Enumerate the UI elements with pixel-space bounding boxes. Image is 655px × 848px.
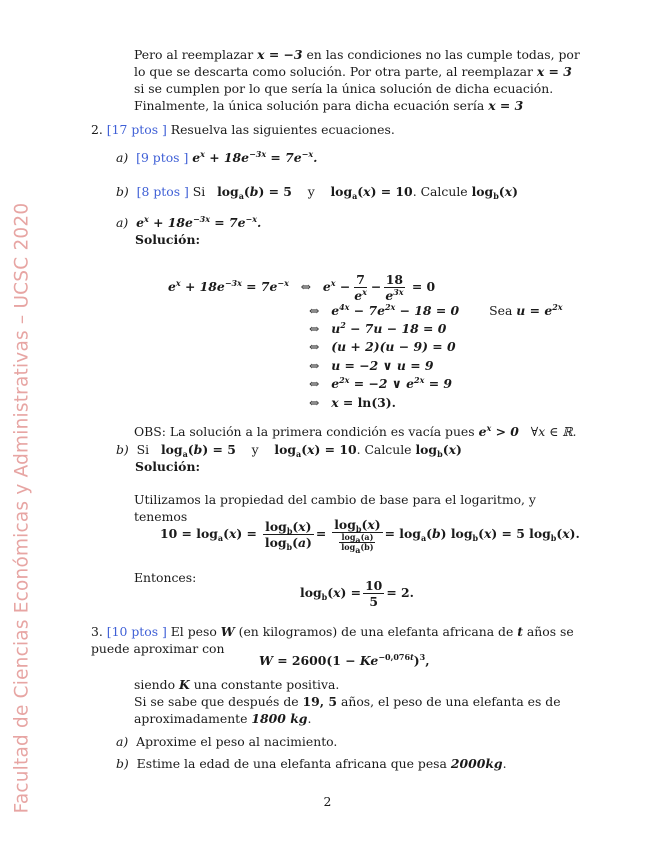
points-link[interactable]: [10 ptos ] bbox=[106, 624, 167, 639]
problem-3-statement: 3. [10 ptos ] El peso W (en kilogramos) de una elefanta africana de t años se puede aproximar con bbox=[91, 624, 574, 656]
equation-line-6: ⇔ $e^{2x} = -2$ ∨ $e^{2x} = 9$ bbox=[309, 375, 453, 391]
equation-line-3: ⇔ $u^2 - 7u - 18 = 0$ bbox=[309, 320, 447, 336]
points-link[interactable]: [17 ptos ] bbox=[106, 122, 167, 137]
weight-formula: $W = 2600(1 - Ke^{-0,076t})^3$, bbox=[259, 652, 430, 668]
sidebar-text: Facultad de Ciencias Económicas y Administrativas – UCSC 2020 bbox=[11, 202, 33, 814]
equation-line-1: $e^x + 18e^{-3x} = 7e^{-x}$ ⇔ $e^x$ − $\frac{7}{e^x}$ − $\frac{18}{e^{3x}}$ = 0 bbox=[168, 272, 436, 303]
change-of-base-text: Utilizamos la propiedad del cambio de base para el logaritmo, y tenemos bbox=[134, 492, 536, 524]
problem-2a: a) [9 ptos ] $e^x + 18e^{-3x} = 7e^{-x}$. bbox=[116, 149, 318, 165]
problem-2b: b) [8 ptos ] Si $\log_a(b) = 5$ y $\log_a(x) = 10$. Calcule $\log_b(x)$ bbox=[116, 184, 518, 201]
points-link[interactable]: [9 ptos ] bbox=[136, 150, 189, 165]
equation-line-5: ⇔ u = −2 ∨ u = 9 bbox=[309, 358, 434, 373]
sidebar-banner bbox=[6, 202, 38, 814]
problem-3b: b) Estime la edad de una elefanta africana que pesa 2000kg. bbox=[116, 756, 507, 771]
problem-3a: a) Aproxime el peso al nacimiento. bbox=[116, 734, 338, 749]
solution-2b-header: b) Si $\log_a(b) = 5$ y $\log_a(x) = 10$. Calcule $\log_b(x)$ Solución: bbox=[116, 442, 462, 474]
page-number: 2 bbox=[323, 794, 332, 809]
change-of-base-equation: $10 = \log_a(x)$ = $\frac{\log_b(x)}{\log_b(a)}$ = $\frac{\log_b(x)}{\frac{\log_a(a)}{\log_a(b)}}$ = $\log_a(b) \log_b(x) = 5$ $\log_b(x)$. bbox=[160, 517, 580, 555]
observation: OBS: La solución a la primera condición es vacía pues $e^x > 0$ ∀x ∈ ℝ. bbox=[134, 423, 577, 439]
result-equation: $\log_b(x)$ = $\frac{10}{5}$ = 2. bbox=[300, 578, 414, 609]
entonces-label: Entonces: bbox=[134, 570, 197, 585]
solution-2a-header: a) $e^x + 18e^{-3x} = 7e^{-x}$. Solución: bbox=[116, 214, 262, 247]
equation-line-2: ⇔ $e^{4x} - 7e^{2x} - 18 = 0$ Sea $u = e^{2x}$ bbox=[309, 302, 563, 318]
intro-paragraph: Pero al reemplazar x = −3 en las condiciones no las cumple todas, por lo que se descarta como solución. Por otra parte, al reemplazar x = 3 si se cumplen por lo que sería la única solución de dicha ecuación. Finalmente, la única solución para dicha ecuación sería x = 3 bbox=[134, 47, 580, 113]
equation-line-7: ⇔ x = ln(3). bbox=[309, 395, 396, 410]
problem-3-conditions: siendo K una constante positiva. Si se sabe que después de 19, 5 años, el peso de una elefanta es de aproximadamente 1800 kg. bbox=[134, 677, 561, 726]
equation-line-4: ⇔ (u + 2)(u − 9) = 0 bbox=[309, 339, 456, 354]
points-link[interactable]: [8 ptos ] bbox=[136, 184, 189, 199]
problem-2-statement: 2. [17 ptos ] Resuelva las siguientes ecuaciones. bbox=[91, 122, 395, 137]
